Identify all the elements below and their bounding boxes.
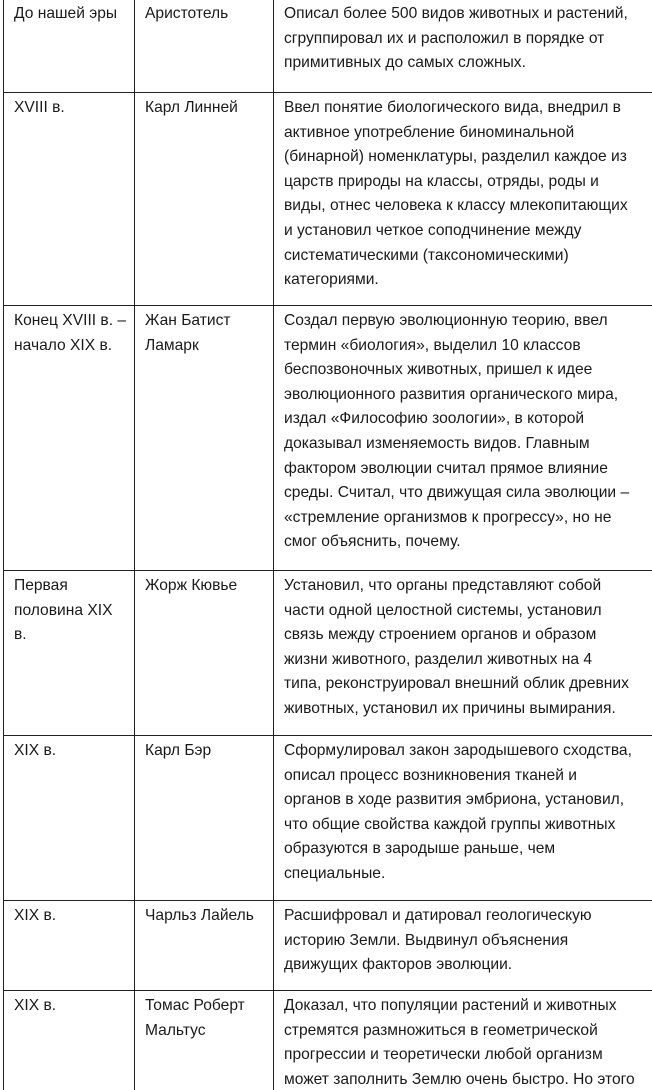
contribution-cell: Установил, что органы представляют собой части одной целостной системы, установил связь между строением органов и образом жизни животного, разделил животных на 4 типа, реконструировал внешний облик древних животных, установил их причины вымирания. — [274, 571, 652, 736]
table-row — [4, 93, 652, 306]
period-cell: Конец XVIII в. – начало XIX в. — [4, 306, 135, 571]
contribution-cell: Сформулировал закон зародышевого сходства, описал процесс возникновения тканей и органов в ходе развития эмбриона, установил, что общие свойства каждой группы животных образуются в зародыше раньше, чем специальные. — [274, 736, 652, 901]
scientist-cell: Жан Батист Ламарк — [135, 306, 274, 571]
table-row — [4, 306, 652, 571]
period-cell: XIX в. — [4, 901, 135, 991]
period-cell: Первая половина XIX в. — [4, 571, 135, 736]
scientist-cell: Карл Линней — [135, 93, 274, 306]
scientist-cell: Жорж Кювье — [135, 571, 274, 736]
contribution-cell: Доказал, что популяции растений и животных стремятся размножиться в геометрической прогрессии и теоретически любой организм может заполнить Землю очень быстро. Но этого — [274, 991, 652, 1090]
scientist-cell: Чарльз Лайель — [135, 901, 274, 991]
scientist-cell: Аристотель — [135, 0, 274, 93]
scientist-cell: Томас Роберт Мальтус — [135, 991, 274, 1090]
table-row — [4, 736, 652, 901]
period-cell: До нашей эры — [4, 0, 135, 93]
contribution-cell: Создал первую эволюционную теорию, ввел термин «биология», выделил 10 классов беспозвоночных животных, пришел к идее эволюционного развития органического мира, издал «Философию зоологии», в которой доказывал изменяемость видов. Главным фактором эволюции считал прямое влияние среды. Считал, что движущая сила эволюции – «стремление организмов к прогрессу», но не смог объяснить, почему. — [274, 306, 652, 571]
table-row — [4, 901, 652, 991]
table-row — [4, 571, 652, 736]
table-row — [4, 991, 652, 1090]
biology-history-table — [3, 0, 652, 1090]
period-cell: XIX в. — [4, 991, 135, 1090]
period-cell: XIX в. — [4, 736, 135, 901]
contribution-cell: Расшифровал и датировал геологическую историю Земли. Выдвинул объяснения движущих факторов эволюции. — [274, 901, 652, 991]
scientist-cell: Карл Бэр — [135, 736, 274, 901]
contribution-cell: Ввел понятие биологического вида, внедрил в активное употребление биноминальной (бинарной) номенклатуры, разделил каждое из царств природы на классы, отряды, роды и виды, отнес человека к классу млекопитающих и установил четкое соподчинение между систематическими (таксономическими) категориями. — [274, 93, 652, 306]
contribution-cell: Описал более 500 видов животных и растений, сгруппировал их и расположил в порядке от примитивных до самых сложных. — [274, 0, 652, 93]
table-row — [4, 0, 652, 93]
period-cell: XVIII в. — [4, 93, 135, 306]
